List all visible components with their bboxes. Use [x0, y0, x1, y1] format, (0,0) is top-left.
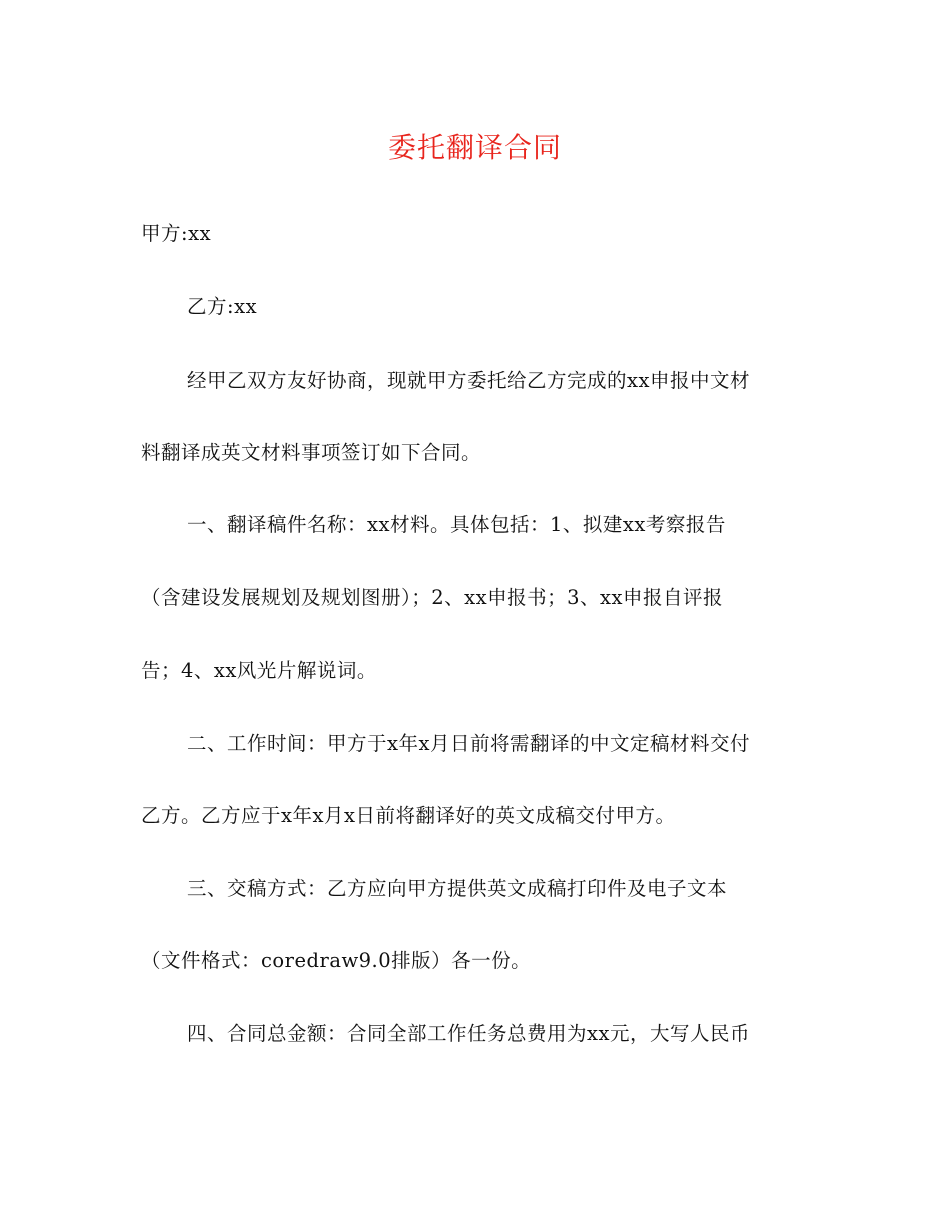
clause-3-line-1: 三、交稿方式：乙方应向甲方提供英文成稿打印件及电子文本: [187, 877, 728, 900]
clause-3-line-2: （文件格式：coredraw9.0排版）各一份。: [141, 949, 532, 972]
clause-1-line-2: （含建设发展规划及规划图册）；2、xx申报书；3、xx申报自评报: [141, 586, 724, 609]
clause-2-line-1: 二、工作时间：甲方于x年x月日前将需翻译的中文定稿材料交付: [187, 732, 750, 755]
clause-2-line-2: 乙方。乙方应于x年x月x日前将翻译好的英文成稿交付甲方。: [141, 804, 676, 827]
document-title: 委托翻译合同: [387, 131, 562, 164]
party-a-line: 甲方:xx: [141, 222, 212, 245]
clause-4-line-1: 四、合同总金额：合同全部工作任务总费用为xx元，大写人民币: [187, 1022, 750, 1045]
clause-1-line-1: 一、翻译稿件名称：xx材料。具体包括：1、拟建xx考察报告: [187, 513, 726, 536]
party-b-line: 乙方:xx: [187, 295, 258, 318]
preamble-line-1: 经甲乙双方友好协商，现就甲方委托给乙方完成的xx申报中文材: [187, 369, 750, 392]
preamble-line-2: 料翻译成英文材料事项签订如下合同。: [141, 441, 482, 464]
clause-1-line-3: 告；4、xx风光片解说词。: [141, 659, 377, 682]
